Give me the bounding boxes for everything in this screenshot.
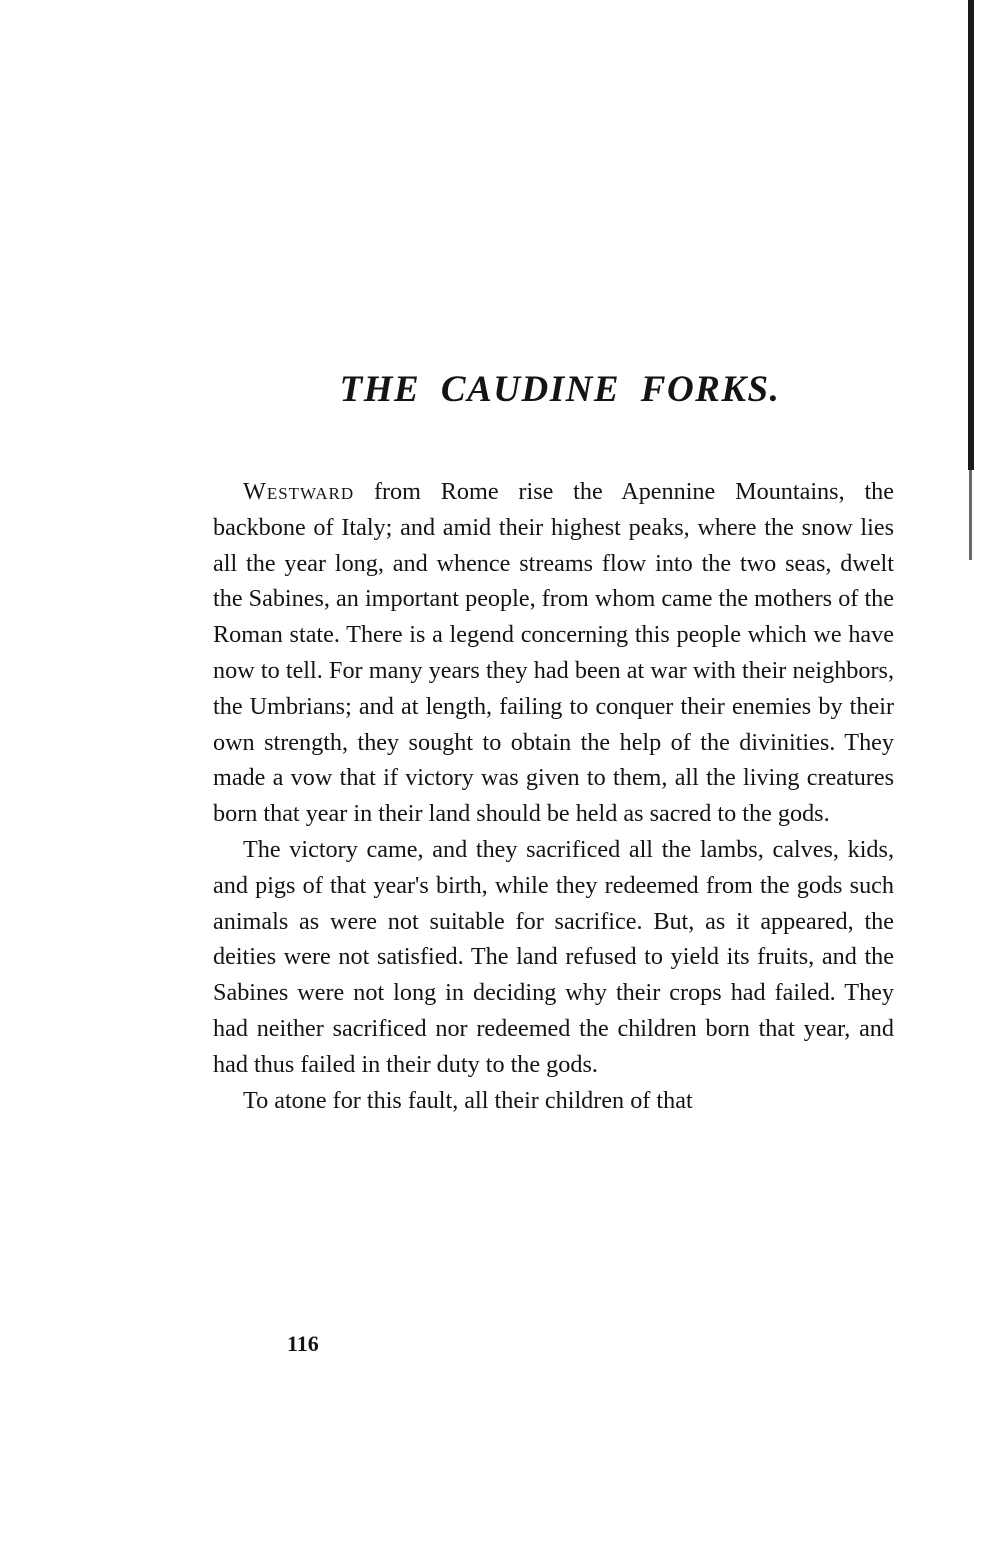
paragraph-3: To atone for this fault, all their children of that (243, 1086, 693, 1114)
scan-edge-rule (968, 0, 974, 470)
body-text (213, 474, 894, 1118)
scan-edge-rule-tail (969, 470, 972, 560)
paragraph-1-text: from Rome rise the Apennine Mountains, the backbone of Italy; and amid their highest peaks, where the snow lies all the year long, and whence streams flow into the two seas, dwelt the Sabines, an important people, from whom came the mothers of the Roman state. There is a legend concerning this people which we have now to tell. For many years they had been at war with their neighbors, the Umbrians; and at length, failing to conquer their enemies by their own strength, they sought to obtain the help of the divinities. They made a vow that if victory was given to them, all the living creatures born that year in their land should be held as sacred to the gods. (213, 478, 894, 828)
paragraph-lead-word: Westward (243, 478, 355, 505)
chapter-title: THE CAUDINE FORKS. (339, 369, 781, 410)
paragraph-2: The victory came, and they sacrificed all the lambs, calves, kids, and pigs of that year's birth, while they redeemed from the gods such animals as were not suitable for sacrifice. But, as it appeared, the deities were not satisfied. The land refused to yield its fruits, and the Sabines were not long in deciding why their crops had failed. They had neither sacrificed nor redeemed the children born that year, and had thus failed in their duty to the gods. (213, 835, 894, 1078)
page-number: 116 (287, 1331, 319, 1356)
paragraph-1 (213, 474, 894, 832)
